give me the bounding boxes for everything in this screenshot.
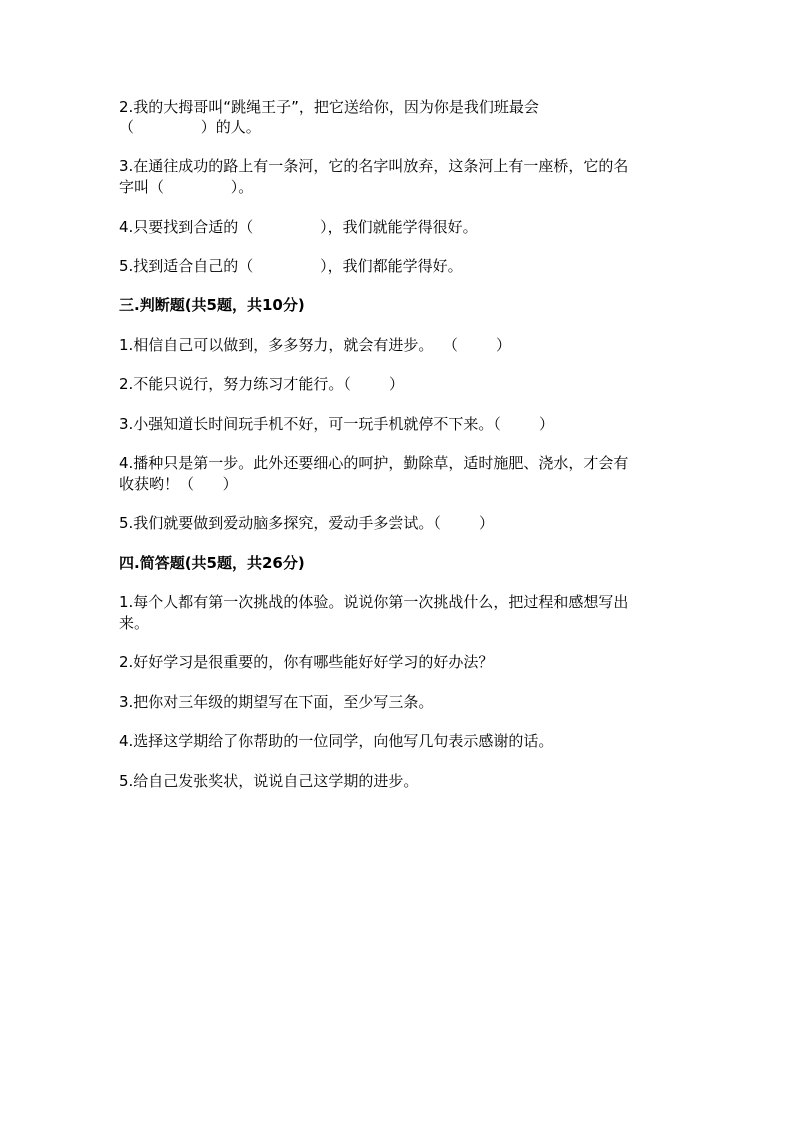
judge-question-5: 5.我们就要做到爱动脑多探究，爱动手多尝试。（ ） (119, 514, 494, 532)
fill-in-question-3-line-2: 字叫（ ）。 (119, 178, 254, 196)
fill-in-question-2-line-1: 2.我的大拇哥叫“跳绳王子”，把它送给你，因为你是我们班最会 (119, 98, 539, 116)
short-answer-question-5: 5.给自己发张奖状，说说自己这学期的进步。 (119, 772, 419, 790)
judge-question-4-line-2: 收获哟！（ ） (119, 475, 238, 493)
short-answer-question-1-line-1: 1.每个人都有第一次挑战的体验。说说你第一次挑战什么，把过程和感想写出 (119, 593, 629, 611)
fill-in-question-3-line-1: 3.在通往成功的路上有一条河，它的名字叫放弃，这条河上有一座桥，它的名 (119, 157, 629, 175)
judge-question-2: 2.不能只说行，努力练习才能行。（ ） (119, 375, 404, 393)
judge-question-1: 1.相信自己可以做到，多多努力，就会有进步。 （ ） (119, 336, 511, 354)
short-answer-question-4: 4.选择这学期给了你帮助的一位同学，向他写几句表示感谢的话。 (119, 732, 554, 750)
judge-question-4-line-1: 4.播种只是第一步。此外还要细心的呵护，勤除草，适时施肥、浇水，才会有 (119, 454, 629, 472)
short-answer-question-2: 2.好好学习是很重要的，你有哪些能好好学习的好办法？ (119, 653, 494, 671)
short-answer-question-1-line-2: 来。 (119, 614, 150, 632)
short-answer-section-title: 四.简答题(共5题，共26分) (119, 554, 305, 572)
fill-in-question-4: 4.只要找到合适的（ ），我们就能学得很好。 (119, 218, 478, 236)
short-answer-question-3: 3.把你对三年级的期望写在下面，至少写三条。 (119, 693, 434, 711)
judge-section-title: 三.判断题(共5题，共10分) (119, 296, 305, 314)
fill-in-question-2-line-2: （ ）的人。 (119, 118, 261, 136)
fill-in-question-5: 5.找到适合自己的（ ），我们都能学得好。 (119, 257, 463, 275)
judge-question-3: 3.小强知道长时间玩手机不好，可一玩手机就停不下来。（ ） (119, 415, 554, 433)
